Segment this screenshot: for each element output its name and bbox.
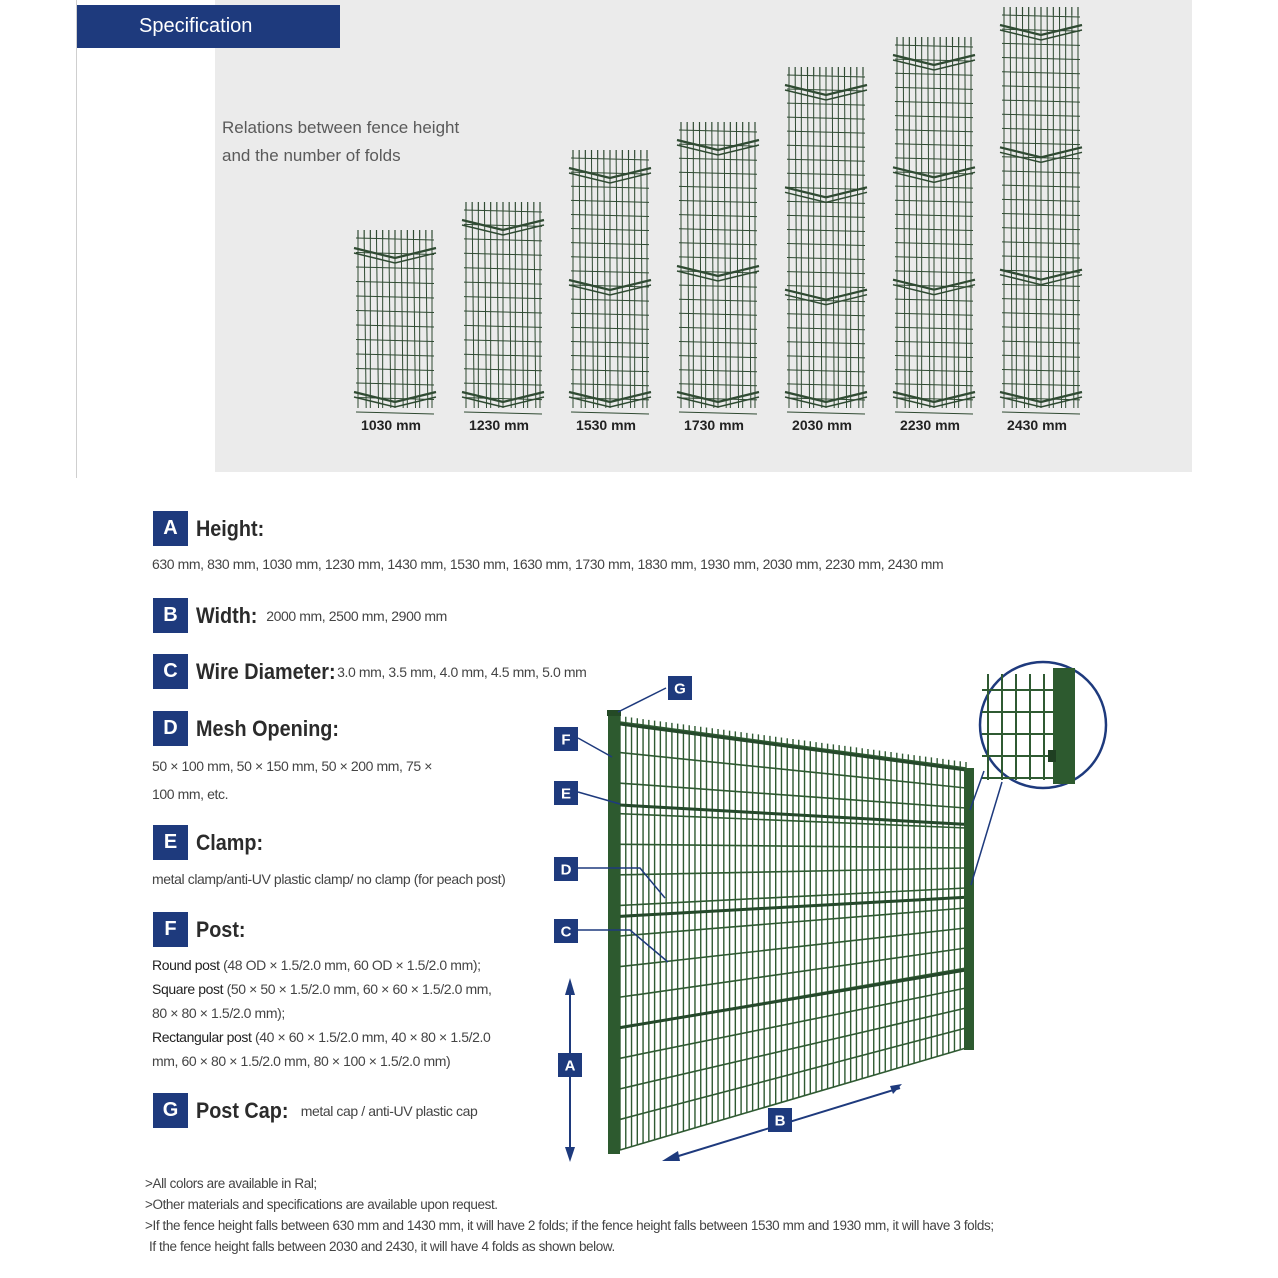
post-rect-cont: mm, 60 × 80 × 1.5/2.0 mm, 80 × 100 × 1.5/2.0 mm) [152, 1053, 451, 1069]
badge-d: D [153, 711, 188, 746]
spec-cap-title: Post Cap: [196, 1097, 289, 1123]
post-square-label: Square post [152, 981, 224, 997]
svg-text:G: G [674, 680, 686, 698]
spec-mesh-line-2: 100 mm, etc. [152, 786, 229, 802]
panel-height-label: 1530 mm [576, 417, 636, 433]
badge-e: E [153, 825, 188, 860]
spec-clamp-title: Clamp: [196, 829, 264, 855]
svg-text:D: D [560, 861, 572, 879]
note-2: >Other materials and specifications are available upon request. [145, 1197, 498, 1212]
spec-clamp [153, 825, 271, 860]
post-rect-value: (40 × 60 × 1.5/2.0 mm, 40 × 80 × 1.5/2.0 [251, 1029, 491, 1045]
callout-a [558, 1053, 582, 1077]
post-left [608, 712, 620, 1154]
svg-text:B: B [774, 1112, 786, 1130]
post-rect [152, 1025, 492, 1049]
panel-height-label: 1730 mm [684, 417, 744, 433]
spec-mesh [153, 711, 355, 746]
panel-height-label: 1230 mm [469, 417, 529, 433]
post-square-value: (50 × 50 × 1.5/2.0 mm, 60 × 60 × 1.5/2.0 mm, [223, 981, 492, 997]
spec-cap [153, 1093, 477, 1128]
relations-line-1: Relations between fence height [222, 118, 460, 137]
spec-mesh-title: Mesh Opening: [196, 715, 340, 741]
spec-width [153, 598, 447, 633]
post-round-label: Round post [152, 957, 220, 973]
spec-wire-value: 3.0 mm, 3.5 mm, 4.0 mm, 4.5 mm, 5.0 mm [337, 663, 587, 680]
spec-width-value: 2000 mm, 2500 mm, 2900 mm [266, 607, 447, 624]
panel-height-label: 1030 mm [361, 417, 421, 433]
section-title: Specification [77, 5, 340, 48]
callout-b [768, 1108, 792, 1132]
post-round-value: (48 OD × 1.5/2.0 mm, 60 OD × 1.5/2.0 mm); [219, 957, 481, 973]
note-4: If the fence height falls between 2030 and 2430, it will have 4 folds as shown below. [149, 1239, 615, 1254]
relations-line-2: and the number of folds [222, 146, 401, 165]
svg-text:C: C [560, 923, 572, 941]
spec-cap-value: metal cap / anti-UV plastic cap [300, 1102, 478, 1119]
spec-mesh-line-1: 50 × 100 mm, 50 × 150 mm, 50 × 200 mm, 75 × [152, 758, 433, 774]
spec-clamp-value: metal clamp/anti-UV plastic clamp/ no clamp (for peach post) [152, 871, 506, 887]
badge-b: B [153, 598, 188, 633]
fence-panel-illustration [893, 37, 975, 433]
callout-c [554, 919, 578, 943]
fence-diagram [540, 650, 1120, 1170]
spec-height-value: 630 mm, 830 mm, 1030 mm, 1230 mm, 1430 mm, 1530 mm, 1630 mm, 1730 mm, 1830 mm, 1930 mm, 2030 mm, 2230 mm, 2430 mm [152, 556, 944, 572]
badge-a: A [153, 511, 188, 546]
fence-panel-illustration [785, 67, 867, 433]
callout-f [554, 727, 578, 751]
spec-wire-title: Wire Diameter: [196, 658, 336, 684]
post-square [152, 977, 492, 1001]
magnifier-circle [970, 662, 1106, 885]
badge-c: C [153, 654, 188, 689]
spec-post-value [152, 953, 492, 1073]
post-rect-label: Rectangular post [152, 1029, 252, 1045]
panel-height-label: 2030 mm [792, 417, 852, 433]
fence-panel-illustration [1000, 7, 1082, 433]
notes [145, 1173, 994, 1257]
badge-g: G [153, 1093, 188, 1128]
callout-d [554, 857, 578, 881]
badge-f: F [153, 912, 188, 947]
spec-height [153, 511, 272, 546]
fence-panel-illustration [462, 202, 544, 433]
note-3: >If the fence height falls between 630 mm and 1430 mm, it will have 2 folds; if the fence height falls between 1530 mm and 1930 mm, it will have 3 folds; [145, 1218, 994, 1233]
spec-height-title: Height: [196, 515, 265, 541]
post-right [964, 768, 974, 1050]
panel-height-label: 2230 mm [900, 417, 960, 433]
note-1: >All colors are available in Ral; [145, 1176, 317, 1191]
callout-g [668, 676, 692, 700]
svg-text:E: E [560, 785, 572, 803]
svg-text:A: A [564, 1057, 576, 1075]
spec-mesh-value [152, 752, 432, 808]
fence-panel [620, 716, 966, 1150]
panel-rule [76, 0, 77, 478]
callout-e [554, 781, 578, 805]
spec-width-title: Width: [196, 602, 258, 628]
panel-height-label: 2430 mm [1007, 417, 1067, 433]
spec-post-title: Post: [196, 916, 246, 942]
fence-height-illustrations [215, 0, 1192, 472]
svg-text:F: F [561, 731, 571, 749]
post-square-cont: 80 × 80 × 1.5/2.0 mm); [152, 1005, 285, 1021]
spec-wire [153, 654, 586, 689]
spec-post [153, 912, 251, 947]
fence-panel-illustration [354, 230, 436, 433]
fence-panel-illustration [677, 122, 759, 433]
fence-panel-illustration [569, 150, 651, 433]
post-round [152, 953, 492, 977]
